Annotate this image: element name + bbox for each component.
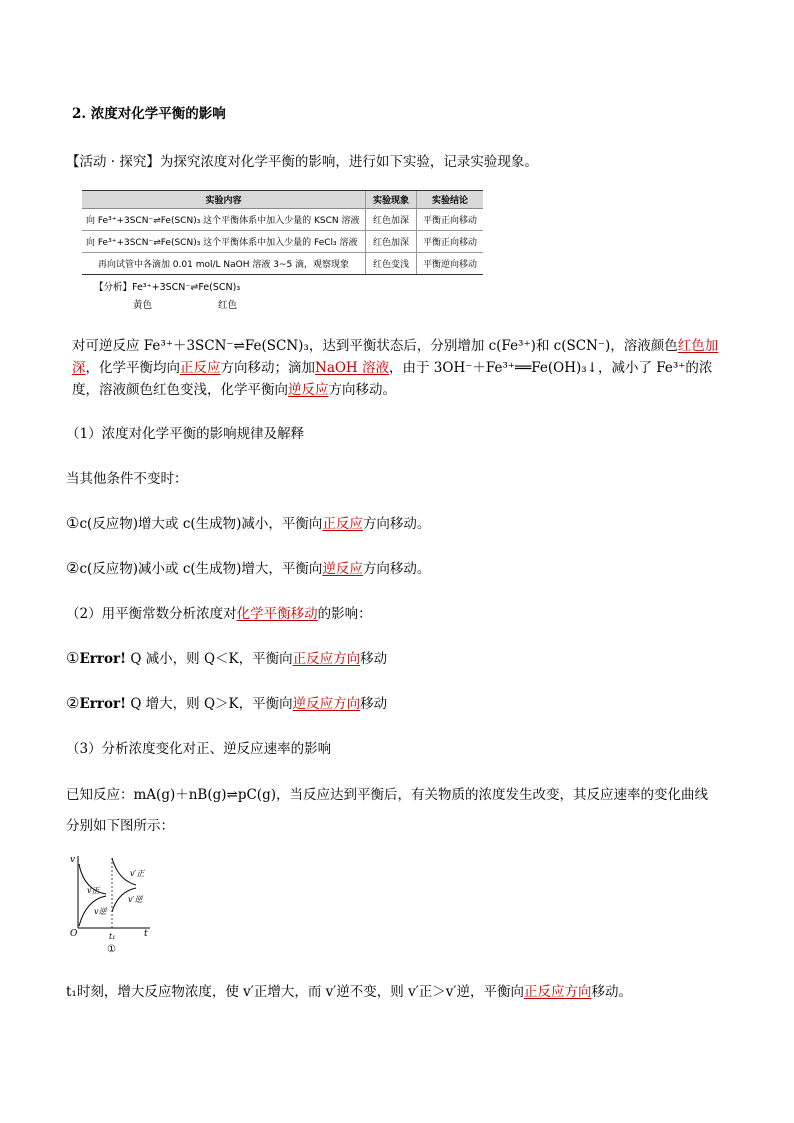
q-rule-2 bbox=[66, 692, 387, 712]
para1-line1 bbox=[72, 334, 718, 354]
x-axis-label: t bbox=[144, 929, 148, 939]
table-cell: 红色加深 bbox=[366, 231, 417, 253]
activity-text: 为探究浓度对化学平衡的影响，进行如下实验，记录实验现象。 bbox=[159, 154, 538, 170]
answer-blank: 正反应方向 bbox=[292, 651, 361, 667]
error-marker: Error! bbox=[79, 696, 127, 712]
text: 方向移动。 bbox=[362, 516, 431, 532]
text: 移动。 bbox=[591, 984, 632, 1000]
answer-blank: 正反应方向 bbox=[523, 984, 592, 1000]
rate-time-graph bbox=[66, 850, 166, 960]
text: 度，溶液颜色红色变浅，化学平衡向 bbox=[72, 382, 288, 398]
answer-blank: 正反应 bbox=[180, 360, 221, 376]
v-forward-label: v正 bbox=[87, 886, 100, 895]
t1-label: t₁ bbox=[109, 932, 116, 941]
table-header: 实验现象 bbox=[366, 191, 417, 209]
subsection-1: （1）浓度对化学平衡的影响规律及解释 bbox=[66, 426, 305, 442]
table-cell: 平衡逆向移动 bbox=[417, 253, 484, 275]
experiment-table bbox=[82, 190, 483, 275]
v-reverse-label: v逆 bbox=[94, 907, 107, 916]
table-cell: 平衡正向移动 bbox=[417, 209, 484, 231]
known-line2: 分别如下图所示： bbox=[66, 818, 174, 834]
graph-caption: ① bbox=[107, 944, 116, 955]
activity-line bbox=[66, 150, 538, 170]
table-row bbox=[82, 209, 483, 231]
answer-blank: NaOH 溶液 bbox=[315, 360, 389, 376]
text: 的影响： bbox=[317, 606, 372, 622]
analysis-equation: 【分析】Fe³⁺+3SCN⁻⇌Fe(SCN)₃ bbox=[94, 282, 241, 293]
text: Q 减小，则 Q＜K，平衡向 bbox=[130, 651, 293, 667]
table-cell: 再向试管中各滴加 0.01 mol/L NaOH 溶液 3~5 滴，观察现象 bbox=[82, 253, 366, 275]
text: 移动 bbox=[360, 696, 388, 712]
para1-line2 bbox=[72, 356, 712, 376]
text: ，由于 3OH⁻＋Fe³⁺══Fe(OH)₃↓，减小了 Fe³⁺的浓 bbox=[389, 360, 713, 376]
activity-tag: 【活动 · 探究】 bbox=[66, 154, 160, 170]
rule-2 bbox=[66, 557, 430, 577]
text: c(反应物)减小或 c(生成物)增大，平衡向 bbox=[79, 561, 323, 577]
answer-blank: 化学平衡移动 bbox=[236, 606, 318, 622]
table-cell: 红色加深 bbox=[366, 209, 417, 231]
y-axis-label: v bbox=[70, 855, 76, 865]
circled-number: ① bbox=[66, 514, 80, 532]
analysis-color-yellow: 黄色 bbox=[133, 300, 153, 311]
conclusion bbox=[66, 980, 632, 1000]
circled-number: ① bbox=[66, 649, 80, 667]
text: Q 增大，则 Q＞K，平衡向 bbox=[130, 696, 293, 712]
answer-blank: 逆反应方向 bbox=[292, 696, 361, 712]
circled-number: ② bbox=[66, 694, 80, 712]
text: t₁时刻，增大反应物浓度，使 v′正增大，而 v′逆不变，则 v′正＞v′逆，平衡向 bbox=[66, 984, 524, 1000]
text: c(反应物)增大或 c(生成物)减小，平衡向 bbox=[79, 516, 323, 532]
table-header: 实验结论 bbox=[417, 191, 484, 209]
subsection-2 bbox=[66, 602, 372, 622]
text: 对可逆反应 Fe³⁺＋3SCN⁻⇌Fe(SCN)₃，达到平衡状态后，分别增加 c(Fe³⁺)和 c(SCN⁻)，溶液颜色 bbox=[72, 338, 678, 354]
para1-line3 bbox=[72, 378, 396, 398]
v-reverse-new-label: v′逆 bbox=[128, 895, 143, 904]
text: （2）用平衡常数分析浓度对 bbox=[66, 606, 237, 622]
circled-number: ② bbox=[66, 559, 80, 577]
section-title: 2. 浓度对化学平衡的影响 bbox=[72, 106, 226, 122]
table-cell: 红色变浅 bbox=[366, 253, 417, 275]
subsection-3: （3）分析浓度变化对正、逆反应速率的影响 bbox=[66, 741, 332, 757]
table-cell: 平衡正向移动 bbox=[417, 231, 484, 253]
text: 方向移动；滴加 bbox=[220, 360, 315, 376]
answer-blank: 深 bbox=[72, 360, 86, 376]
origin-label: O bbox=[70, 929, 78, 939]
analysis-color-red: 红色 bbox=[218, 300, 238, 311]
text: 方向移动。 bbox=[362, 561, 431, 577]
table-cell: 向 Fe³⁺+3SCN⁻⇌Fe(SCN)₃ 这个平衡体系中加入少量的 KSCN 溶液 bbox=[82, 209, 366, 231]
condition-text: 当其他条件不变时： bbox=[66, 471, 188, 487]
error-marker: Error! bbox=[79, 651, 127, 667]
text: 方向移动。 bbox=[328, 382, 396, 398]
answer-blank: 红色加 bbox=[677, 338, 719, 354]
text: ，化学平衡均向 bbox=[85, 360, 180, 376]
rule-1 bbox=[66, 512, 430, 532]
answer-blank: 逆反应 bbox=[288, 382, 329, 398]
answer-blank: 正反应 bbox=[322, 516, 363, 532]
table-header-row bbox=[82, 191, 483, 209]
table-row bbox=[82, 231, 483, 253]
table-row bbox=[82, 253, 483, 275]
known-line1: 已知反应：mA(g)＋nB(g)⇌pC(g)，当反应达到平衡后，有关物质的浓度发生改变，其反应速率的变化曲线 bbox=[66, 787, 708, 803]
answer-blank: 逆反应 bbox=[322, 561, 363, 577]
text: 移动 bbox=[360, 651, 388, 667]
table-header: 实验内容 bbox=[82, 191, 366, 209]
q-rule-1 bbox=[66, 647, 387, 667]
v-forward-new-label: v′正 bbox=[130, 869, 145, 878]
table-cell: 向 Fe³⁺+3SCN⁻⇌Fe(SCN)₃ 这个平衡体系中加入少量的 FeCl₃ 溶液 bbox=[82, 231, 366, 253]
